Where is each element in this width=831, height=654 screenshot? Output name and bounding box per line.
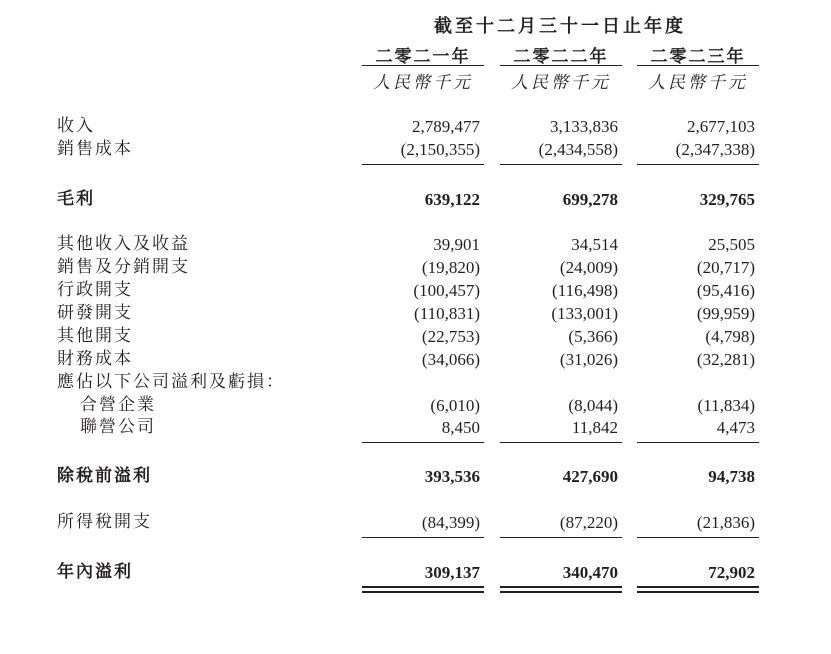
subtotal-rule bbox=[637, 537, 759, 538]
value-cell: 329,765 bbox=[699, 190, 755, 209]
year-header-2022: 二零二二年 bbox=[513, 47, 609, 67]
value-cell: (6,010) bbox=[430, 396, 480, 415]
value-cell: (84,399) bbox=[421, 513, 480, 532]
unit-label: 人民幣千元 bbox=[373, 73, 473, 93]
value-cell: 393,536 bbox=[424, 467, 480, 486]
row-label-profit-for-year: 年內溢利 bbox=[57, 562, 133, 582]
value-cell: (100,457) bbox=[413, 281, 480, 300]
value-cell: (20,717) bbox=[696, 258, 755, 277]
value-cell: 11,842 bbox=[571, 418, 618, 437]
row-label-income-tax: 所得稅開支 bbox=[57, 512, 152, 532]
subtotal-rule bbox=[500, 164, 622, 165]
value-cell: (8,044) bbox=[568, 396, 618, 415]
row-label-associates: 聯營公司 bbox=[80, 417, 156, 437]
value-cell: (4,798) bbox=[705, 327, 755, 346]
subtotal-rule bbox=[500, 537, 622, 538]
value-cell: (24,009) bbox=[559, 258, 618, 277]
value-cell: 427,690 bbox=[562, 467, 618, 486]
value-cell: 25,505 bbox=[708, 235, 755, 254]
value-cell: 2,677,103 bbox=[687, 117, 755, 136]
total-double-rule bbox=[362, 586, 484, 593]
value-cell: 94,738 bbox=[708, 467, 755, 486]
value-cell: 34,514 bbox=[571, 235, 618, 254]
unit-label: 人民幣千元 bbox=[511, 73, 611, 93]
value-cell: (19,820) bbox=[421, 258, 480, 277]
subtotal-rule bbox=[637, 164, 759, 165]
subtotal-rule bbox=[362, 537, 484, 538]
value-cell: 3,133,836 bbox=[550, 117, 618, 136]
row-label-selling-expenses: 銷售及分銷開支 bbox=[57, 257, 190, 277]
row-label-revenue: 收入 bbox=[57, 116, 95, 136]
value-cell: 72,902 bbox=[708, 563, 755, 582]
value-cell: (5,366) bbox=[568, 327, 618, 346]
subtotal-rule bbox=[637, 442, 759, 443]
unit-label: 人民幣千元 bbox=[648, 73, 748, 93]
value-cell: (21,836) bbox=[696, 513, 755, 532]
value-cell: 340,470 bbox=[562, 563, 618, 582]
row-label-cost-of-sales: 銷售成本 bbox=[57, 139, 133, 159]
header-divider bbox=[500, 65, 622, 66]
value-cell: 39,901 bbox=[433, 235, 480, 254]
row-label-other-expenses: 其他開支 bbox=[57, 326, 133, 346]
value-cell: (133,001) bbox=[551, 304, 618, 323]
year-header-2021: 二零二一年 bbox=[375, 47, 471, 67]
row-label-gross-profit: 毛利 bbox=[57, 189, 95, 209]
value-cell: (116,498) bbox=[552, 281, 618, 300]
value-cell: (32,281) bbox=[696, 350, 755, 369]
row-label-finance-costs: 財務成本 bbox=[57, 349, 133, 369]
value-cell: (22,753) bbox=[421, 327, 480, 346]
subtotal-rule bbox=[362, 164, 484, 165]
value-cell: (2,150,355) bbox=[400, 140, 480, 159]
value-cell: 2,789,477 bbox=[412, 117, 480, 136]
period-heading: 截至十二月三十一日止年度 bbox=[434, 16, 686, 37]
row-label-share-of-profits: 應佔以下公司溢利及虧損： bbox=[57, 372, 285, 392]
value-cell: (34,066) bbox=[421, 350, 480, 369]
value-cell: (99,959) bbox=[696, 304, 755, 323]
value-cell: (95,416) bbox=[696, 281, 755, 300]
subtotal-rule bbox=[500, 442, 622, 443]
header-divider bbox=[637, 65, 759, 66]
value-cell: (110,831) bbox=[414, 304, 480, 323]
row-label-admin-expenses: 行政開支 bbox=[57, 280, 133, 300]
value-cell: 8,450 bbox=[441, 418, 480, 437]
value-cell: (87,220) bbox=[559, 513, 618, 532]
row-label-joint-ventures: 合營企業 bbox=[80, 395, 156, 415]
value-cell: 4,473 bbox=[716, 418, 755, 437]
header-divider bbox=[362, 65, 484, 66]
value-cell: 309,137 bbox=[424, 563, 480, 582]
value-cell: 699,278 bbox=[562, 190, 618, 209]
year-header-2023: 二零二三年 bbox=[650, 47, 746, 67]
value-cell: (2,347,338) bbox=[675, 140, 755, 159]
row-label-other-income: 其他收入及收益 bbox=[57, 234, 190, 254]
row-label-profit-before-tax: 除稅前溢利 bbox=[57, 466, 152, 486]
subtotal-rule bbox=[362, 442, 484, 443]
value-cell: (2,434,558) bbox=[538, 140, 618, 159]
value-cell: 639,122 bbox=[424, 190, 480, 209]
value-cell: (31,026) bbox=[559, 350, 618, 369]
total-double-rule bbox=[500, 586, 622, 593]
value-cell: (11,834) bbox=[697, 396, 755, 415]
total-double-rule bbox=[637, 586, 759, 593]
row-label-rnd-expenses: 研發開支 bbox=[57, 303, 133, 323]
